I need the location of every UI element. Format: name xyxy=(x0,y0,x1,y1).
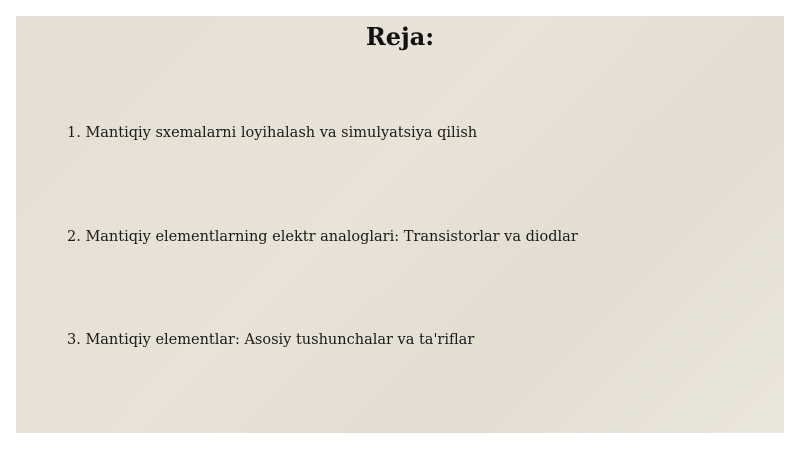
slide xyxy=(16,16,784,433)
agenda-item-2: 2. Mantiqiy elementlarning elektr analoglari: Transistorlar va diodlar xyxy=(67,229,578,245)
agenda-item-1: 1. Mantiqiy sxemalarni loyihalash va simulyatsiya qilish xyxy=(67,125,478,141)
agenda-item-3: 3. Mantiqiy elementlar: Asosiy tushunchalar va ta'riflar xyxy=(67,332,475,348)
slide-title: Reja: xyxy=(365,22,435,51)
